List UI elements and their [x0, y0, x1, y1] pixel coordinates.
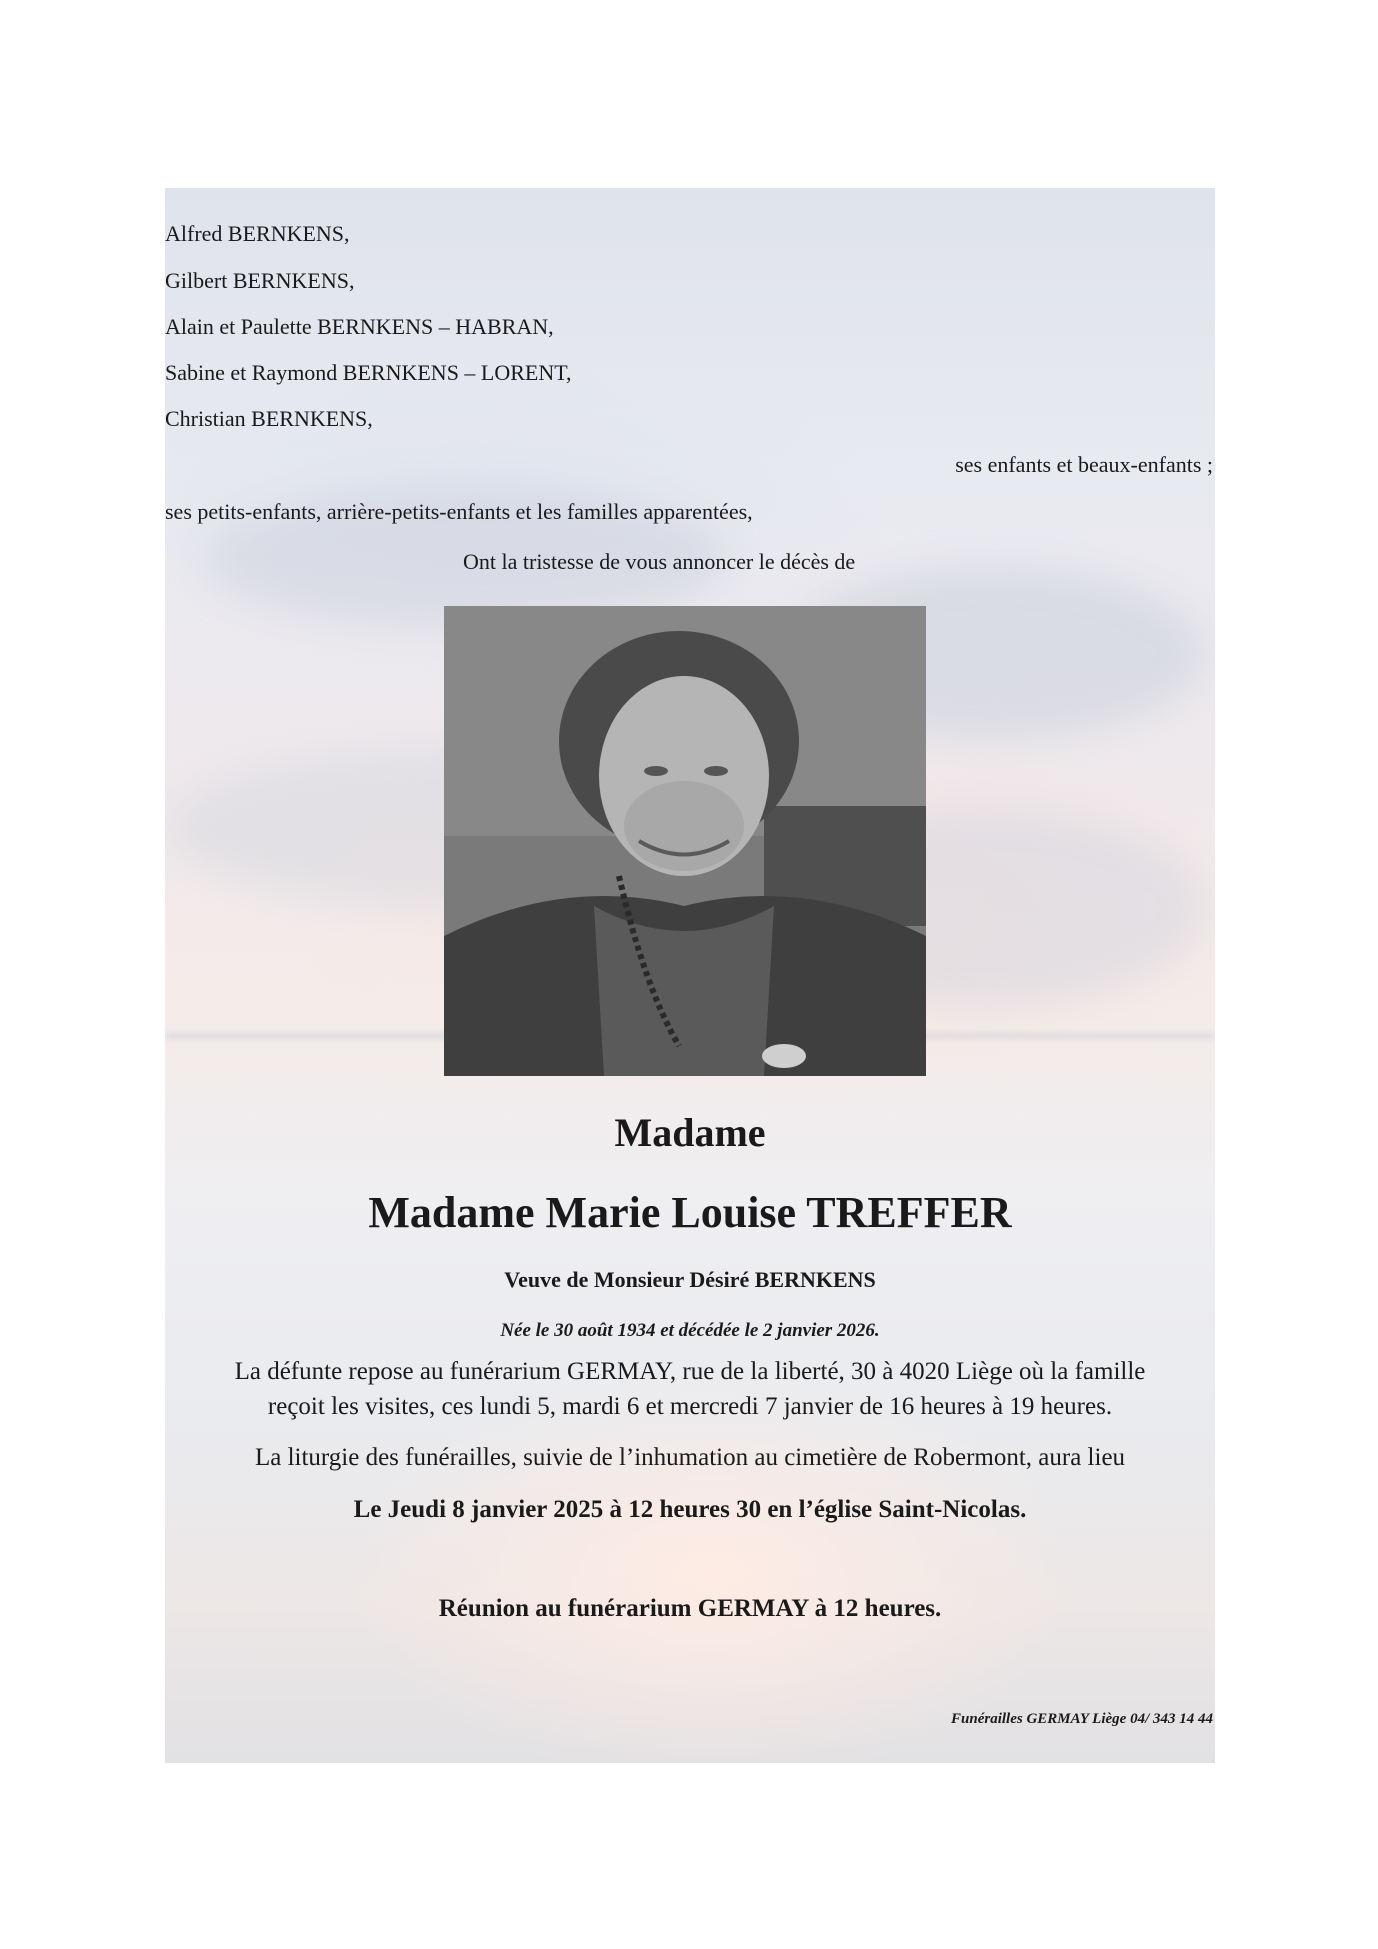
- liturgy-info: La liturgie des funérailles, suivie de l’inhumation au cimetière de Robermont, aura lieu: [254, 1444, 1126, 1471]
- family-name-5: Christian BERNKENS,: [165, 406, 373, 431]
- visit-info-line-2: reçoit les visites, ces lundi 5, mardi 6 et mercredi 7 janvier de 16 heures à 19 heures.: [267, 1393, 1113, 1420]
- family-name-2: Gilbert BERNKENS,: [165, 268, 355, 293]
- deceased-dates: Née le 30 août 1934 et décédée le 2 janvier 2026.: [500, 1320, 880, 1341]
- meeting-info: Réunion au funérarium GERMAY à 12 heures.: [438, 1595, 942, 1622]
- family-name-4: Sabine et Raymond BERNKENS – LORENT,: [165, 360, 572, 385]
- ceremony-info: Le Jeudi 8 janvier 2025 à 12 heures 30 en l’église Saint-Nicolas.: [353, 1496, 1027, 1523]
- obituary-card: [165, 188, 1215, 1763]
- deceased-name: Madame Marie Louise TREFFER: [368, 1188, 1012, 1237]
- family-grandchildren: ses petits-enfants, arrière-petits-enfants et les familles apparentées,: [165, 499, 753, 524]
- family-relation: ses enfants et beaux-enfants ;: [955, 452, 1213, 477]
- deceased-spouse: Veuve de Monsieur Désiré BERNKENS: [504, 1267, 876, 1292]
- family-name-3: Alain et Paulette BERNKENS – HABRAN,: [165, 314, 554, 339]
- funeral-home-contact: Funérailles GERMAY Liège 04/ 343 14 44: [951, 1711, 1213, 1727]
- deceased-portrait: [444, 606, 926, 1076]
- announcement-text: Ont la tristesse de vous annoncer le décès de: [463, 549, 856, 574]
- deceased-title: Madame: [614, 1110, 766, 1155]
- visit-info-line-1: La défunte repose au funérarium GERMAY, rue de la liberté, 30 à 4020 Liège où la famille: [234, 1358, 1146, 1385]
- family-name-1: Alfred BERNKENS,: [165, 221, 350, 246]
